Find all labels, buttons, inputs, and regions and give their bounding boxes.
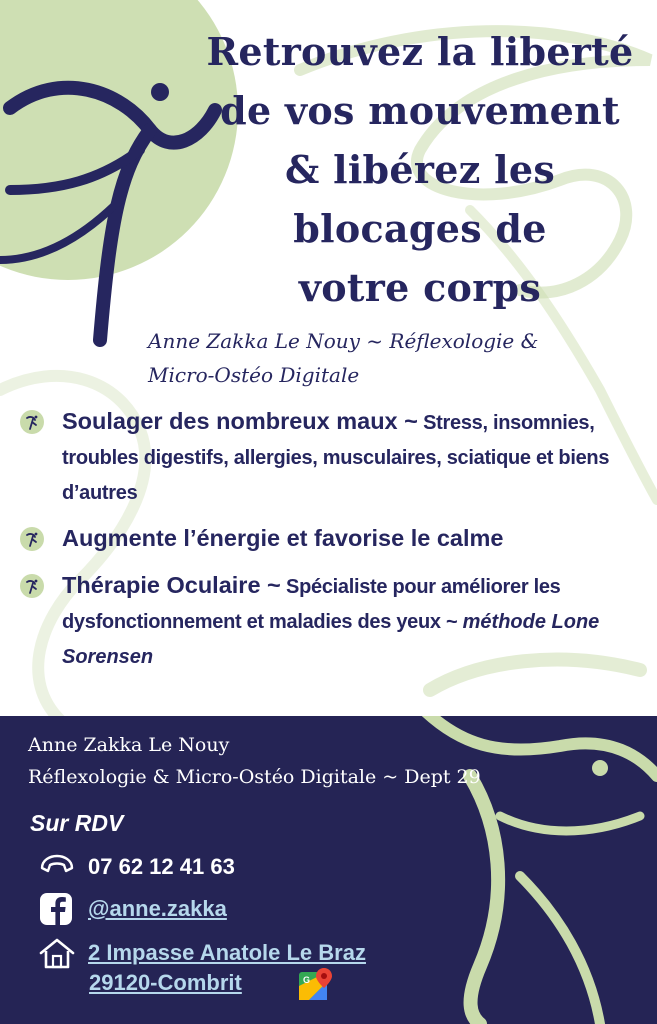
svg-text:G: G [303, 975, 311, 985]
dancer-icon [20, 410, 44, 434]
bullet-body: Spécialiste pour améliorer les dysfonctionnement et maladies des yeux ~ [62, 576, 561, 633]
headline-line: blocages de [293, 206, 547, 251]
subtitle [148, 324, 638, 392]
footer-service: Réflexologie & Micro-Ostéo Digitale ~ Dept 29 [28, 766, 481, 788]
bullet-method: méthode Lone Sorensen [62, 611, 600, 668]
headline-line: de vos mouvement [220, 88, 620, 133]
dancer-icon [20, 527, 44, 551]
phone-number[interactable]: 07 62 12 41 63 [88, 854, 235, 879]
headline-line: Retrouvez la liberté [206, 29, 634, 74]
bullet-body: Stress, insomnies, troubles digestifs, allergies, musculaires, sciatique et biens d’autres [62, 412, 610, 504]
subtitle-line: Micro-Ostéo Digitale [148, 363, 360, 387]
headline [200, 22, 640, 317]
address-row [38, 936, 366, 970]
bullet-heading: Soulager des nombreux maux ~ [62, 408, 418, 434]
headline-line: & libérez les [284, 147, 556, 192]
headline-line: votre corps [298, 265, 542, 310]
facebook-link[interactable]: @anne.zakka [88, 896, 227, 921]
address-line2[interactable]: 29120-Combrit [89, 970, 242, 995]
home-icon [38, 936, 76, 970]
list-item [20, 568, 645, 675]
appointment-label: Sur RDV [30, 810, 124, 836]
list-item [20, 521, 645, 558]
address-line1[interactable]: 2 Impasse Anatole Le Braz [88, 940, 366, 965]
phone-icon [38, 850, 76, 884]
facebook-icon [38, 892, 76, 926]
bullet-heading: Thérapie Oculaire ~ [62, 572, 281, 598]
facebook-row [38, 892, 227, 926]
google-maps-icon[interactable] [298, 966, 334, 1002]
list-item [20, 404, 645, 511]
bullet-heading: Augmente l’énergie et favorise le calme [62, 525, 504, 551]
benefits-list [20, 404, 645, 685]
contact-footer [0, 716, 657, 1024]
dancer-icon [20, 574, 44, 598]
footer-name: Anne Zakka Le Nouy [28, 734, 230, 756]
subtitle-line: Anne Zakka Le Nouy ~ Réflexologie & [148, 329, 539, 353]
phone-row [38, 850, 235, 884]
